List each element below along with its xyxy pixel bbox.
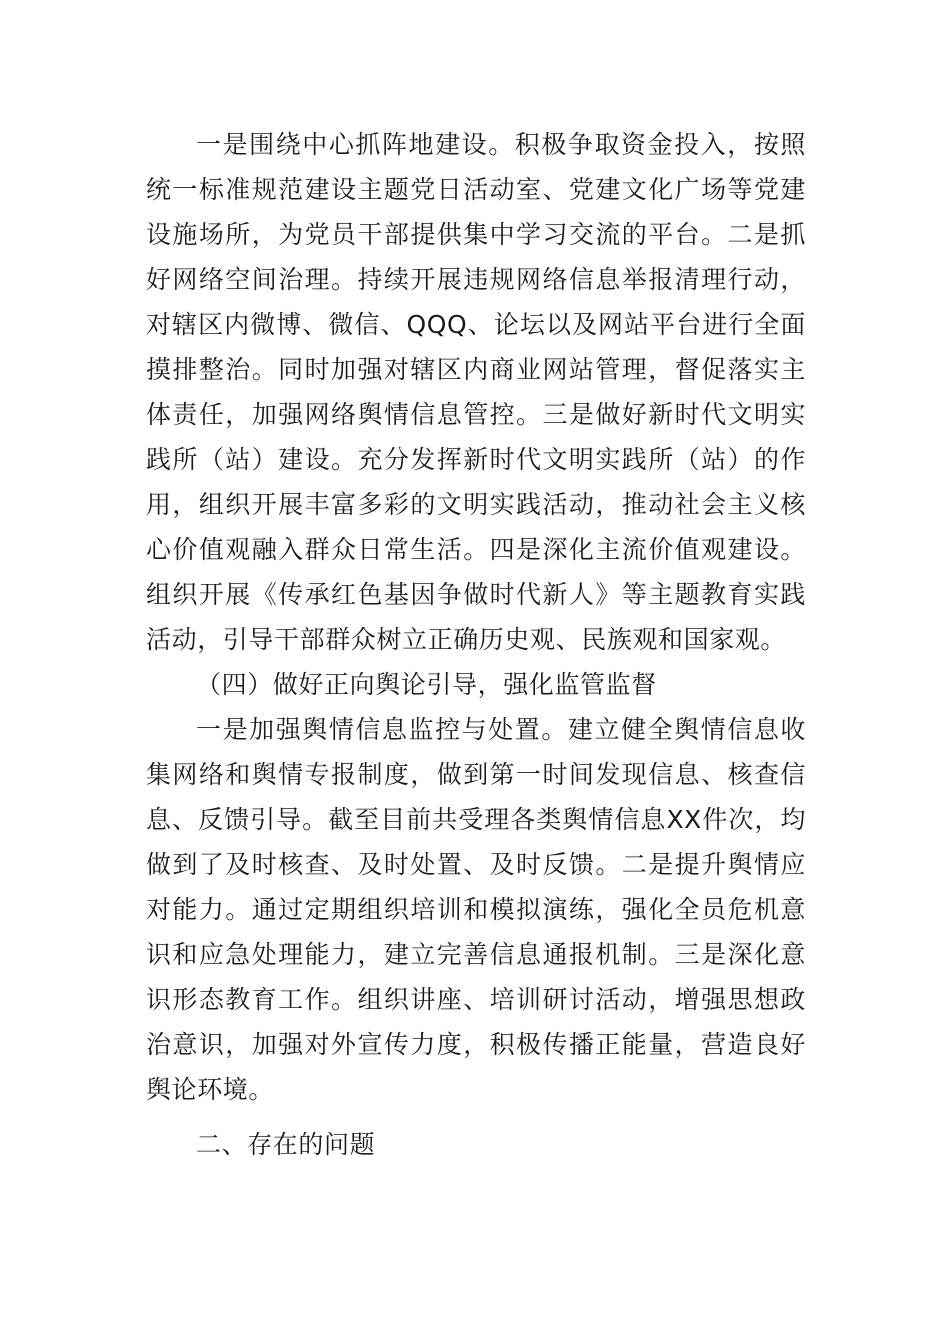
section-heading-public-opinion: （四）做好正向舆论引导，强化监管监督 xyxy=(196,670,657,699)
section-heading-problems: 二、存在的问题 xyxy=(196,1130,376,1159)
document-body xyxy=(146,122,806,1167)
paragraph-gap xyxy=(146,1112,806,1122)
paragraph-position-building: 一是围绕中心抓阵地建设。积极争取资金投入，按照统一标准规范建设主题党日活动室、党建文化广场等党建设施场所，为党员干部提供集中学习交流的平台。二是抓好网络空间治理。持续开展违规网络信息举报清理行动，对辖区内微博、微信、QQQ、论坛以及网站平台进行全面摸排整治。同时加强对辖区内商业网站管理，督促落实主体责任，加强网络舆情信息管控。三是做好新时代文明实践所（站）建设。充分发挥新时代文明实践所（站）的作用，组织开展丰富多彩的文明实践活动，推动社会主义核心价值观融入群众日常生活。四是深化主流价值观建设。组织开展《传承红色基因争做时代新人》等主题教育实践活动，引导干部群众树立正确历史观、民族观和国家观。 xyxy=(146,130,806,654)
paragraph-opinion-monitoring: 一是加强舆情信息监控与处置。建立健全舆情信息收集网络和舆情专报制度，做到第一时间发现信息、核查信息、反馈引导。截至目前共受理各类舆情信息XX件次，均做到了及时核查、及时处置、及时反馈。二是提升舆情应对能力。通过定期组织培训和模拟演练，强化全员危机意识和应急处理能力，建立完善信息通报机制。三是深化意识形态教育工作。组织讲座、培训研讨活动，增强思想政治意识，加强对外宣传力度，积极传播正能量，营造良好舆论环境。 xyxy=(146,715,806,1104)
